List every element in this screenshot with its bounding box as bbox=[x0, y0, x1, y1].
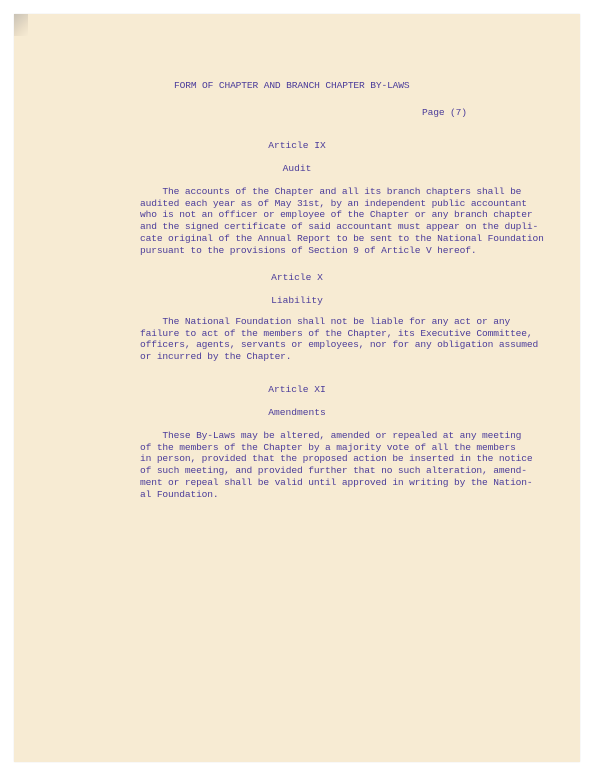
text-line: and the signed certificate of said accountant must appear on the dupli- bbox=[140, 221, 539, 233]
text-line: The accounts of the Chapter and all its branch chapters shall be bbox=[140, 186, 522, 197]
page-corner-fold bbox=[14, 14, 28, 36]
text-line: officers, agents, servants or employees, nor for any obligation assumed bbox=[140, 339, 539, 351]
article-x-subheading: Liability bbox=[271, 295, 323, 306]
article-xi-body bbox=[140, 430, 533, 500]
text-line: al Foundation. bbox=[140, 488, 219, 500]
text-line: ment or repeal shall be valid until approved in writing by the Nation- bbox=[140, 476, 533, 488]
text-line: The National Foundation shall not be liable for any act or any bbox=[140, 316, 511, 327]
article-xi-heading: Article XI bbox=[268, 384, 326, 395]
article-ix-body bbox=[140, 186, 544, 256]
text-line: of such meeting, and provided further that no such alteration, amend- bbox=[140, 465, 527, 477]
article-x-body bbox=[140, 316, 539, 363]
text-line: in person, provided that the proposed action be inserted in the notice bbox=[140, 453, 533, 465]
article-x-heading: Article X bbox=[271, 272, 323, 283]
text-line: cate original of the Annual Report to be sent to the National Foundation bbox=[140, 232, 544, 244]
article-ix-subheading: Audit bbox=[282, 163, 312, 174]
page-number: Page (7) bbox=[422, 107, 467, 118]
article-ix-heading: Article IX bbox=[268, 140, 326, 151]
text-line: These By-Laws may be altered, amended or repealed at any meeting bbox=[140, 430, 522, 441]
text-line: who is not an officer or employee of the Chapter or any branch chapter bbox=[140, 209, 533, 221]
text-line: of the members of the Chapter by a majority vote of all the members bbox=[140, 441, 516, 453]
text-line: failure to act of the members of the Chapter, its Executive Committee, bbox=[140, 327, 533, 339]
text-line: audited each year as of May 31st, by an independent public accountant bbox=[140, 197, 527, 209]
document-title: FORM OF CHAPTER AND BRANCH CHAPTER BY-LAWS bbox=[174, 80, 410, 91]
text-line: or incurred by the Chapter. bbox=[140, 351, 292, 363]
text-line: pursuant to the provisions of Section 9 of Article V hereof. bbox=[140, 244, 477, 256]
document-page bbox=[14, 14, 580, 762]
article-xi-subheading: Amendments bbox=[268, 407, 326, 418]
